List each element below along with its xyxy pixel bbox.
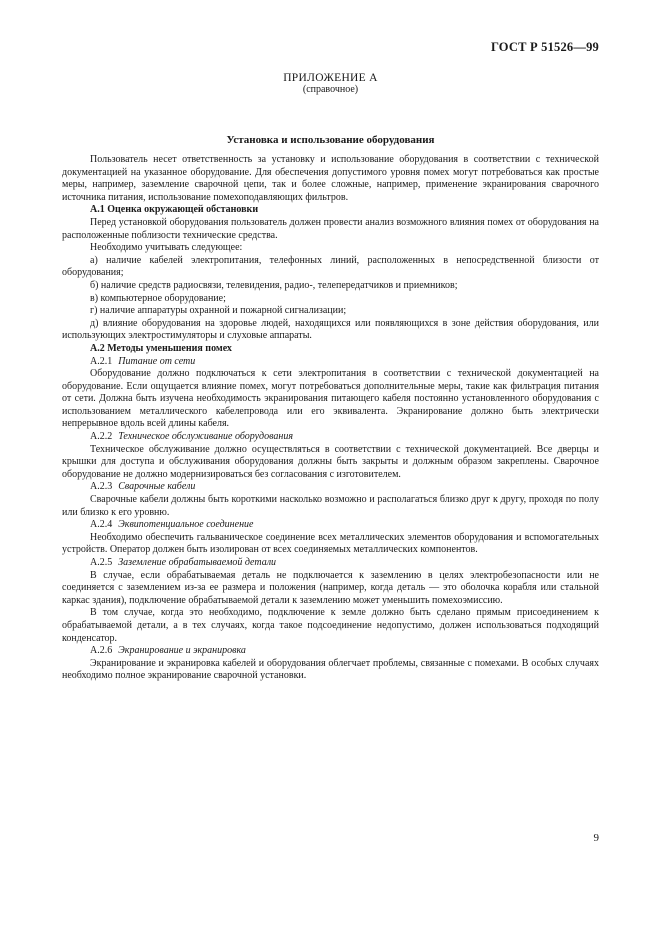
subheading-a24 [62, 519, 599, 532]
list-item: д) влияние оборудования на здоровье людей, находящихся или появляющихся в зоне действия оборудования, или использующих электростимуляторы и слуховые аппараты. [62, 317, 599, 342]
subheading-a25 [62, 557, 599, 570]
standard-code: ГОСТ Р 51526—99 [490, 40, 599, 54]
paragraph: Техническое обслуживание должно осуществляться в соответствии с технической документацией. Все дверцы и крышки для доступа и обслуживания оборудования должны быть закрыты и должным образом закреплены. Сварочное оборудование не должно модернизироваться без согласования с изготовителем. [62, 443, 599, 480]
subheading-title: Экранирование и экранировка [118, 645, 246, 657]
subheading-a21 [62, 356, 599, 369]
paragraph: Необходимо учитывать следующее: [90, 242, 243, 254]
paragraph: В том случае, когда это необходимо, подключение к земле должно быть сделано прямым присоединением к обрабатываемой детали, а в тех случаях, когда такое подсоединение недопустимо, должен использоваться подходящий конденсатор. [62, 607, 599, 644]
heading-a2: А.2 Методы уменьшения помех [90, 342, 232, 354]
paragraph: Сварочные кабели должны быть короткими насколько возможно и располагаться близко друг к другу, проходя по полу или близко к его уровню. [62, 494, 599, 518]
heading-a1: А.1 Оценка окружающей обстановки [90, 204, 259, 216]
paragraph: В случае, если обрабатываемая деталь не подключается к заземлению в целях электробезопасности или не соединяется с заземлением из-за ее размера и положения (например, когда деталь — это оболочка корабля или стальной каркас здания), подключение обрабатываемой детали к заземлению может уменьшить помехоэмиссию. [62, 569, 599, 606]
subheading-number: А.2.1 [90, 355, 113, 367]
paragraph: Перед установкой оборудования пользователь должен провести анализ возможного влияния помех от оборудования на расположенные поблизости технические средства. [62, 216, 599, 241]
subheading-number: А.2.6 [90, 645, 113, 657]
paragraph: Необходимо обеспечить гальваническое соединение всех металлических элементов оборудования и вспомогательных устройств. Оператор должен быть изолирован от всех соединяемых металлических компонентов. [62, 531, 599, 556]
subheading-title: Питание от сети [118, 355, 196, 367]
subheading-number: А.2.4 [90, 519, 113, 531]
list-item: б) наличие средств радиосвязи, телевидения, радио-, телепередатчиков и приемников; [90, 279, 458, 291]
appendix-title: ПРИЛОЖЕНИЕ А [283, 72, 378, 84]
subheading-title: Эквипотенциальное соединение [118, 519, 254, 531]
subheading-number: А.2.2 [90, 431, 113, 443]
list-item: а) наличие кабелей электропитания, телефонных линий, расположенных в непосредственной близости от оборудования; [62, 254, 599, 279]
document-body [62, 154, 599, 683]
subheading-a22 [62, 431, 599, 444]
appendix-subtitle: (справочное) [302, 84, 359, 95]
intro-paragraph: Пользователь несет ответственность за установку и использование оборудования в соответствии с технической документацией на указанное оборудование. Для обеспечения допустимого уровня помех могут потребоваться как простые меры, например, заземление сварочной цепи, так и более сложные, например, применение экранирования сварочного источника питания, использование помехоподавляющих фильтров. [62, 154, 599, 203]
subheading-title: Заземление обрабатываемой детали [118, 557, 277, 568]
subheading-number: А.2.5 [90, 557, 113, 568]
subheading-number: А.2.3 [90, 481, 113, 493]
paragraph: Оборудование должно подключаться к сети электропитания в соответствии с технической документацией на оборудование. Если ощущается влияние помех, могут потребоваться дополнительные меры, такие как фильтрация питания от сети. Должна быть изучена необходимость экранирования питающего кабеля постоянно установленного оборудования с использованием металлического кабелепровода или его эквивалента. Экранирование должно быть электрически непрерывное вдоль всей длины кабеля. [62, 368, 599, 430]
list-item: г) наличие аппаратуры охранной и пожарной сигнализации; [90, 305, 347, 317]
section-title: Установка и использование оборудования [226, 134, 435, 146]
page-number: 9 [593, 832, 599, 844]
subheading-title: Техническое обслуживание оборудования [118, 431, 293, 443]
paragraph: Экранирование и экранировка кабелей и оборудования облегчает проблемы, связанные с помехами. В особых случаях необходимо полное экранирование сварочной установки. [62, 657, 599, 682]
list-item: в) компьютерное оборудование; [90, 292, 226, 304]
subheading-a23 [62, 481, 599, 494]
subheading-title: Сварочные кабели [118, 481, 196, 493]
subheading-a26 [62, 645, 599, 658]
